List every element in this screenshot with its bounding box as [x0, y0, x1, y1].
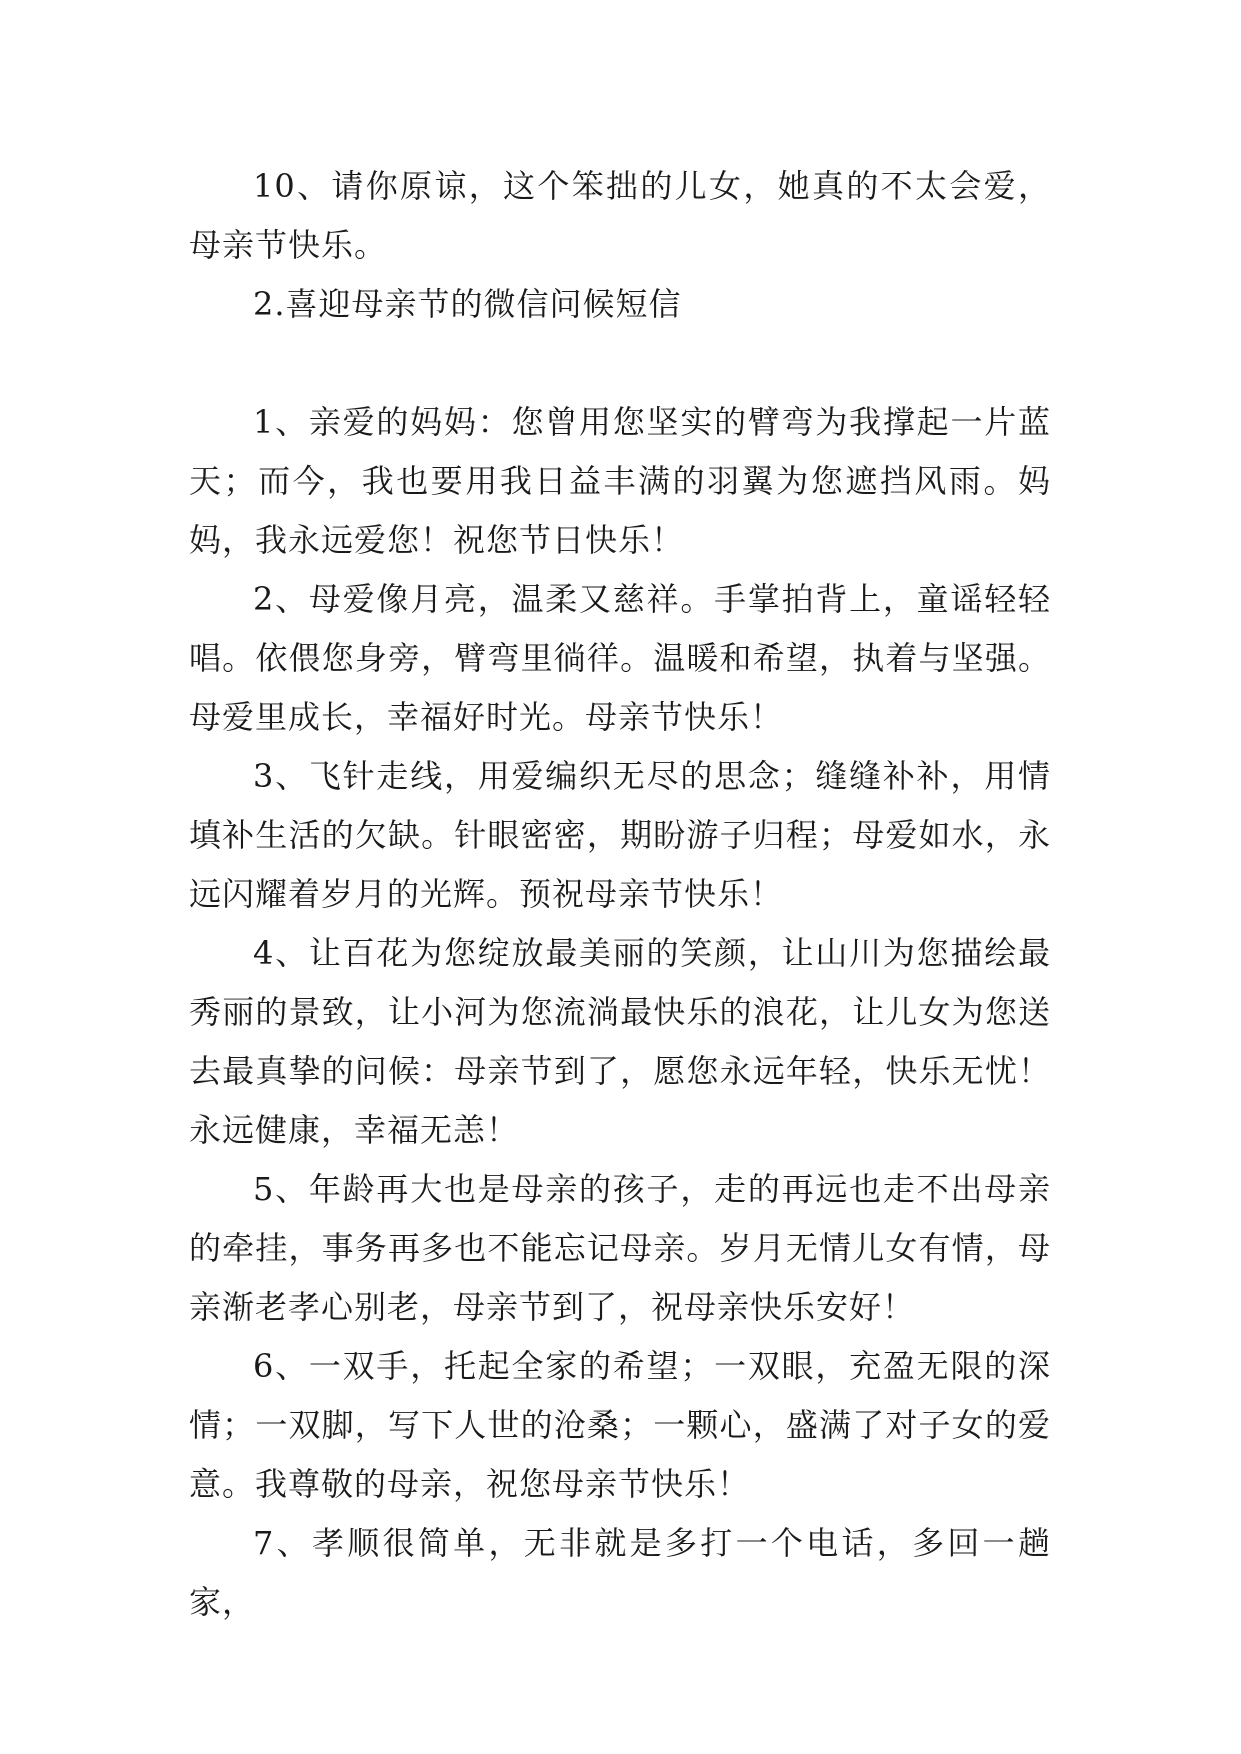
- list-item: 5、年龄再大也是母亲的孩子，走的再远也走不出母亲的牵挂，事务再多也不能忘记母亲。岁月无情儿女有情，母亲渐老孝心别老，母亲节到了，祝母亲快乐安好！: [189, 1170, 1051, 1326]
- intro-paragraph: 10、请你原谅，这个笨拙的儿女，她真的不太会爱，母亲节快乐。: [189, 167, 1051, 264]
- list-item: 6、一双手，托起全家的希望；一双眼，充盈无限的深情；一双脚，写下人世的沧桑；一颗心，盛满了对子女的爱意。我尊敬的母亲，祝您母亲节快乐！: [189, 1347, 1051, 1503]
- list-item: 3、飞针走线，用爱编织无尽的思念；缝缝补补，用情填补生活的欠缺。针眼密密，期盼游子归程；母爱如水，永远闪耀着岁月的光辉。预祝母亲节快乐！: [189, 757, 1051, 913]
- list-item: 1、亲爱的妈妈：您曾用您坚实的臂弯为我撑起一片蓝天；而今，我也要用我日益丰满的羽翼为您遮挡风雨。妈妈，我永远爱您！祝您节日快乐！: [189, 403, 1051, 559]
- list-item: 7、孝顺很简单，无非就是多打一个电话，多回一趟家，: [189, 1524, 1051, 1621]
- section-heading: 2.喜迎母亲节的微信问候短信: [253, 285, 682, 323]
- document-body: [189, 157, 1051, 1632]
- list-item: 4、让百花为您绽放最美丽的笑颜，让山川为您描绘最秀丽的景致，让小河为您流淌最快乐的浪花，让儿女为您送去最真挚的问候：母亲节到了，愿您永远年轻，快乐无忧！永远健康，幸福无恙！: [189, 934, 1051, 1149]
- list-item: 2、母爱像月亮，温柔又慈祥。手掌拍背上，童谣轻轻唱。依偎您身旁，臂弯里徜徉。温暖和希望，执着与坚强。母爱里成长，幸福好时光。母亲节快乐！: [189, 580, 1051, 736]
- blank-line: [189, 334, 1051, 393]
